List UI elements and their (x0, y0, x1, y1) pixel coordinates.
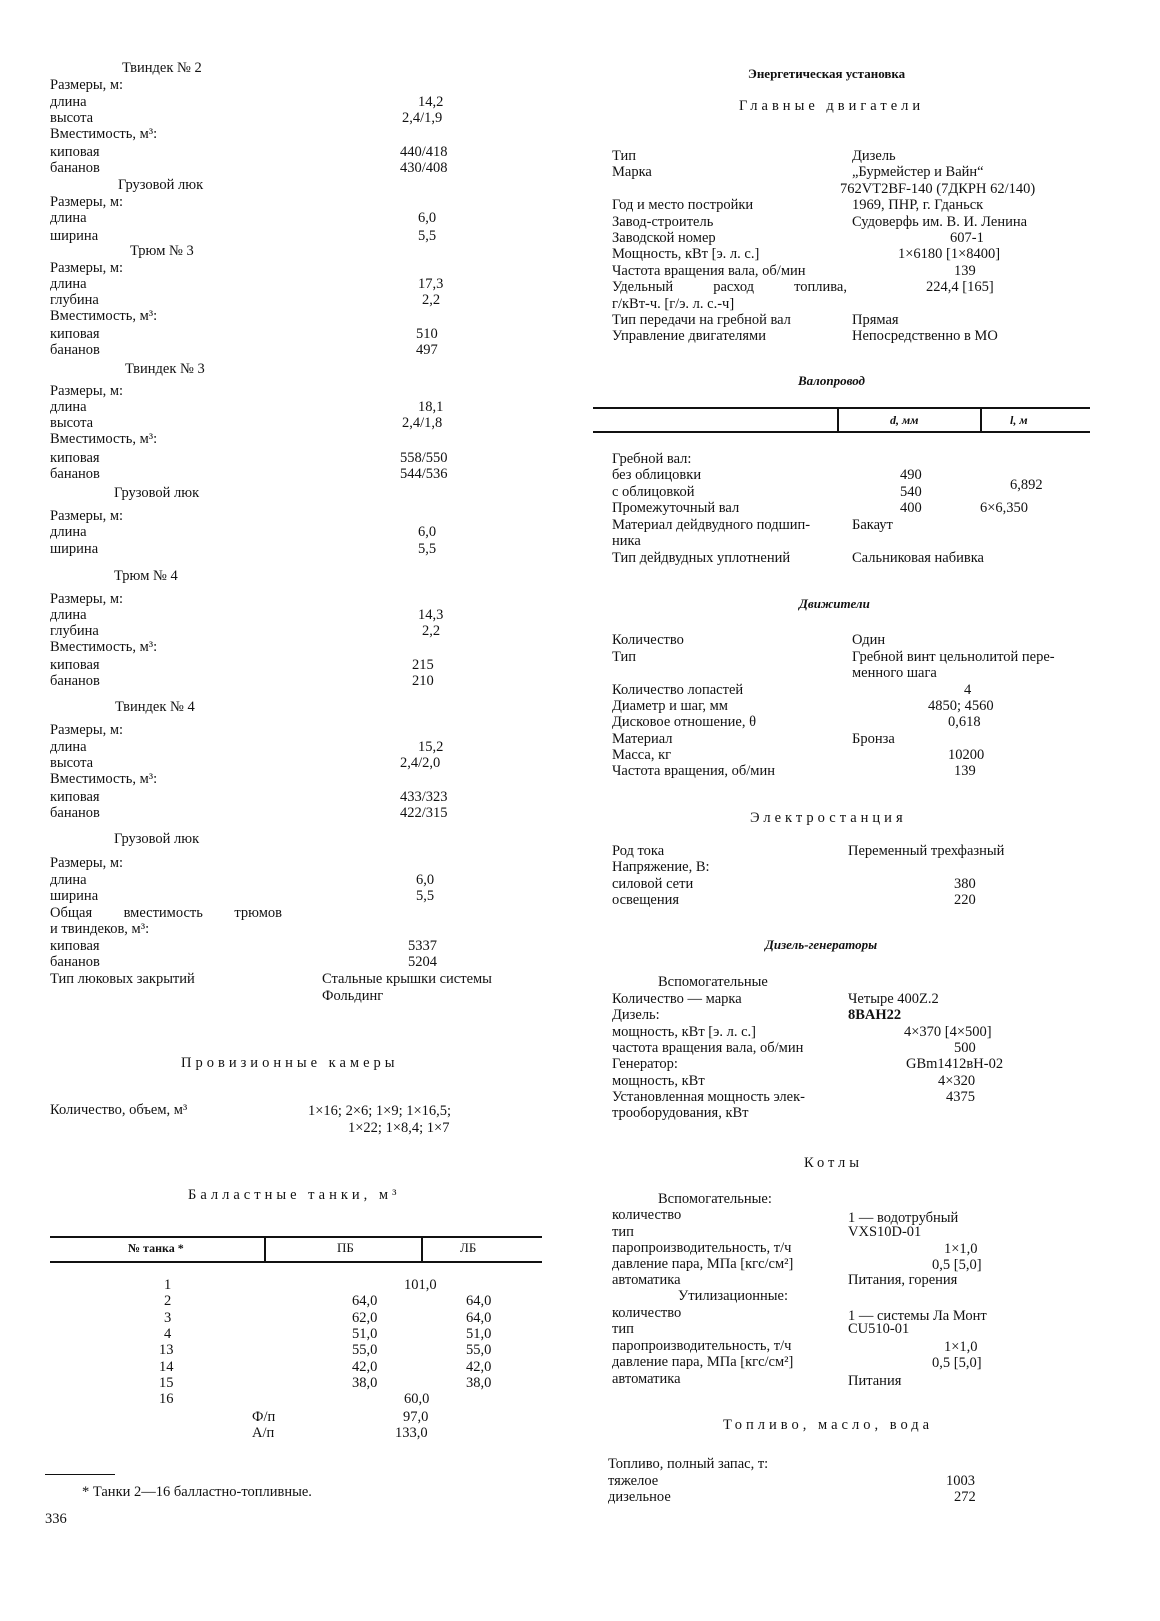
table-cell: 42,0 (466, 1358, 492, 1375)
label: Размеры, м: (50, 722, 124, 738)
label: Количество, объем, м³ (50, 1102, 188, 1118)
label: Количество лопастей (612, 682, 744, 698)
value: 6,892 (1010, 477, 1043, 493)
label: Дисковое отношение, θ (612, 714, 757, 730)
label: автоматика (612, 1371, 681, 1387)
label: Количество — марка (612, 991, 742, 1007)
label: давление пара, МПа [кгс/см²] (612, 1256, 794, 1272)
label: киповая (50, 657, 100, 673)
label: Вместимость, м³: (50, 126, 158, 142)
value: Сальниковая набивка (852, 550, 984, 566)
label: Вместимость, м³: (50, 639, 158, 655)
label: Размеры, м: (50, 383, 124, 399)
label: Дизель: (612, 1007, 660, 1023)
table-divider (980, 408, 982, 431)
value: 2,4/1,8 (402, 415, 443, 431)
value: 1×1,0 (944, 1339, 978, 1355)
table-row-label: 13 (159, 1342, 174, 1359)
value: 1×6180 [1×8400] (898, 246, 1001, 262)
value: 6,0 (418, 524, 437, 540)
label: Размеры, м: (50, 591, 124, 607)
value: 510 (416, 326, 438, 342)
label: киповая (50, 450, 100, 466)
value: 440/418 (400, 144, 448, 160)
label: Гребной вал: (612, 451, 692, 467)
table-row-label: Ф/п (252, 1409, 276, 1425)
value: 17,3 (418, 276, 444, 292)
table-row-label: 16 (159, 1391, 174, 1408)
label: вместимость (123, 905, 203, 921)
value: 1×16; 2×6; 1×9; 1×16,5; (308, 1103, 452, 1119)
value: 430/408 (400, 160, 448, 176)
value: 139 (954, 263, 976, 279)
table-cell: 42,0 (352, 1358, 378, 1375)
value: CU510-01 (848, 1321, 910, 1337)
value: Питания, горения (848, 1272, 958, 1288)
label: Размеры, м: (50, 508, 124, 524)
label: Заводской номер (612, 230, 716, 246)
label: Тип передачи на гребной вал (612, 312, 791, 328)
label: тип (612, 1321, 634, 1337)
label: ника (612, 533, 641, 549)
label: трюмов (234, 905, 282, 921)
label: Материал (612, 731, 673, 747)
value: 500 (954, 1040, 976, 1056)
label: высота (50, 415, 94, 431)
table-row-label: А/п (252, 1425, 275, 1441)
label: Общая (50, 905, 93, 921)
value: 0,5 [5,0] (932, 1355, 982, 1371)
section-title: Твиндек № 3 (125, 361, 205, 377)
value: 2,4/1,9 (402, 110, 443, 126)
label: автоматика (612, 1272, 681, 1288)
table-cell: 51,0 (466, 1325, 492, 1342)
table-top-rule (593, 407, 1090, 409)
value: Бронза (852, 731, 895, 747)
section-heading: Провизионные камеры (181, 1055, 399, 1071)
label: Размеры, м: (50, 260, 124, 276)
label: и твиндеков, м³: (50, 921, 150, 937)
value: „Бурмейстер и Вайн“ (852, 164, 984, 180)
section-title: Твиндек № 4 (115, 699, 195, 715)
label: бананов (50, 673, 100, 689)
label: длина (50, 399, 87, 415)
value: 272 (954, 1489, 976, 1505)
table-top-rule (50, 1236, 542, 1238)
value: 5337 (408, 938, 437, 954)
section-heading: Энергетическая установка (748, 66, 906, 81)
value: 1×22; 1×8,4; 1×7 (348, 1120, 450, 1136)
value: 0,5 [5,0] (932, 1257, 982, 1273)
label: киповая (50, 938, 100, 954)
total-capacity-line (50, 905, 282, 921)
label: количество (612, 1305, 682, 1321)
label: топлива, (794, 279, 847, 295)
label: Генератор: (612, 1056, 678, 1072)
value: 1003 (946, 1473, 975, 1489)
table-header: d, мм (890, 413, 919, 427)
label: киповая (50, 326, 100, 342)
label: глубина (50, 292, 99, 308)
value: 422/315 (400, 805, 448, 821)
label: Вместимость, м³: (50, 431, 158, 447)
label: Тип (612, 148, 637, 164)
section-title: Твиндек № 2 (122, 60, 202, 76)
label: бананов (50, 160, 100, 176)
label: с облицовкой (612, 484, 695, 500)
table-divider (837, 408, 839, 431)
label: Тип люковых закрытий (50, 971, 195, 987)
value: 4375 (946, 1089, 975, 1105)
table-cell: 101,0 (404, 1277, 437, 1293)
label: расход (713, 279, 755, 295)
label: Вместимость, м³: (50, 771, 158, 787)
label: бананов (50, 466, 100, 482)
section-heading: Топливо, масло, вода (723, 1417, 934, 1433)
value: 2,2 (422, 623, 441, 639)
fuel-label-line (612, 279, 847, 295)
value: 6,0 (418, 210, 437, 226)
value: Четыре 400Z.2 (848, 991, 939, 1007)
page-number: 336 (45, 1511, 67, 1527)
label: дизельное (608, 1489, 671, 1505)
value: 1969, ПНР, г. Гданьск (852, 197, 984, 213)
label: освещения (612, 892, 680, 908)
value: 2,4/2,0 (400, 755, 441, 771)
section-heading: Электростанция (750, 810, 907, 826)
table-row-label: 2 (164, 1293, 172, 1310)
label: Количество (612, 632, 684, 648)
label: Установленная мощность элек- (612, 1089, 805, 1105)
value: 4×370 [4×500] (904, 1024, 992, 1040)
section-heading: Дизель-генераторы (765, 937, 878, 952)
value: 762VT2BF-140 (7ДКРН 62/140) (840, 181, 1036, 197)
value: 18,1 (418, 399, 444, 415)
label: длина (50, 739, 87, 755)
label: паропроизводительность, т/ч (612, 1338, 792, 1354)
value: 433/323 (400, 789, 448, 805)
value: 215 (412, 657, 434, 673)
label: киповая (50, 144, 100, 160)
label: бананов (50, 954, 100, 970)
label: ширина (50, 888, 99, 904)
value: 6×6,350 (980, 500, 1029, 516)
label: Тип (612, 649, 637, 665)
label: тяжелое (608, 1473, 659, 1489)
label: длина (50, 872, 87, 888)
label: Управление двигателями (612, 328, 766, 344)
table-header: l, м (1010, 413, 1028, 427)
section-heading: Балластные танки, м³ (188, 1187, 401, 1203)
table-row-label: 15 (159, 1374, 174, 1391)
label: паропроизводительность, т/ч (612, 1240, 792, 1256)
label: количество (612, 1207, 682, 1223)
table-cell: 55,0 (466, 1342, 492, 1359)
table-header-rule (593, 431, 1090, 433)
table-cell: 97,0 (403, 1409, 429, 1425)
label: Напряжение, В: (612, 859, 710, 875)
table-row-label: 4 (164, 1325, 172, 1342)
value: 8BAH22 (848, 1007, 902, 1023)
label: Род тока (612, 843, 665, 859)
table-row-label: 14 (159, 1358, 174, 1375)
value: 10200 (948, 747, 985, 763)
value: 1 — водотрубный (848, 1210, 959, 1226)
label: Топливо, полный запас, т: (608, 1456, 769, 1472)
label: давление пара, МПа [кгс/см²] (612, 1354, 794, 1370)
label: длина (50, 210, 87, 226)
value: Питания (848, 1373, 902, 1389)
table-divider (421, 1237, 423, 1261)
value: 540 (900, 484, 922, 500)
subsection-title: Вспомогательные: (658, 1191, 772, 1207)
label: Частота вращения вала, об/мин (612, 263, 806, 279)
section-title: Грузовой люк (114, 831, 200, 847)
section-heading: Движители (799, 596, 870, 611)
label: Мощность, кВт [э. л. с.] (612, 246, 760, 262)
label: Марка (612, 164, 652, 180)
table-row-label: 1 (164, 1277, 172, 1293)
value: Один (852, 632, 886, 648)
label: Год и место постройки (612, 197, 754, 213)
label: Размеры, м: (50, 194, 124, 210)
footnote: * Танки 2—16 балластно-топливные. (82, 1484, 312, 1500)
label: частота вращения вала, об/мин (612, 1040, 804, 1056)
value: 4850; 4560 (928, 698, 994, 714)
value: 210 (412, 673, 434, 689)
section-title: Грузовой люк (114, 485, 200, 501)
value: Переменный трехфазный (848, 843, 1005, 859)
label: ширина (50, 228, 99, 244)
table-header: ПБ (337, 1240, 354, 1255)
value: 1×1,0 (944, 1241, 978, 1257)
label: без облицовки (612, 467, 702, 483)
section-heading: Главные двигатели (739, 98, 925, 114)
label: длина (50, 94, 87, 110)
label: бананов (50, 805, 100, 821)
label: Размеры, м: (50, 77, 124, 93)
label: высота (50, 755, 94, 771)
table-header: ЛБ (460, 1240, 477, 1255)
value: Прямая (852, 312, 899, 328)
label: длина (50, 524, 87, 540)
value: 224,4 [165] (926, 279, 994, 295)
label: мощность, кВт [э. л. с.] (612, 1024, 756, 1040)
value: Стальные крышки системы (322, 971, 492, 987)
section-title: Трюм № 3 (130, 243, 194, 259)
section-title: Трюм № 4 (114, 568, 178, 584)
label: глубина (50, 623, 99, 639)
value: Дизель (852, 148, 896, 164)
value: 490 (900, 467, 922, 483)
table-cell: 38,0 (466, 1374, 492, 1391)
value: 558/550 (400, 450, 448, 466)
value: 0,618 (948, 714, 981, 730)
value: 1 — системы Ла Монт (848, 1308, 987, 1324)
value: Непосредственно в МО (852, 328, 998, 344)
value: Судоверфь им. В. И. Ленина (852, 214, 1028, 230)
label: Промежуточный вал (612, 500, 740, 516)
label: трооборудования, кВт (612, 1105, 749, 1121)
value: Бакаут (852, 517, 893, 533)
label: Масса, кг (612, 747, 672, 763)
label: Материал дейдвудного подшип- (612, 517, 811, 533)
label: мощность, кВт (612, 1073, 705, 1089)
value: 5,5 (416, 888, 435, 904)
section-title: Грузовой люк (118, 177, 204, 193)
value: 5,5 (418, 228, 437, 244)
value: 14,3 (418, 607, 444, 623)
subsection-title: Вспомогательные (658, 974, 768, 990)
value: 5204 (408, 954, 437, 970)
table-cell: 51,0 (352, 1325, 378, 1342)
table-cell: 62,0 (352, 1309, 378, 1326)
value: 607-1 (950, 230, 984, 246)
label: Диаметр и шаг, мм (612, 698, 728, 714)
value: 220 (954, 892, 976, 908)
label: тип (612, 1224, 634, 1240)
value: 4×320 (938, 1073, 976, 1089)
table-cell: 64,0 (352, 1293, 378, 1310)
subsection-title: Утилизационные: (678, 1288, 789, 1304)
footnote-rule (45, 1474, 115, 1475)
table-header: № танка * (128, 1241, 184, 1255)
table-cell: 38,0 (352, 1374, 378, 1391)
label: длина (50, 607, 87, 623)
value: 14,2 (418, 94, 444, 110)
label: Удельный (612, 279, 674, 295)
label: Частота вращения, об/мин (612, 763, 775, 779)
label: Размеры, м: (50, 855, 124, 871)
table-cell: 133,0 (395, 1425, 428, 1441)
value: 139 (954, 763, 976, 779)
table-cell: 60,0 (404, 1391, 430, 1408)
value: Фольдинг (322, 988, 384, 1004)
value: 497 (416, 342, 438, 358)
value: 15,2 (418, 739, 444, 755)
label: ширина (50, 541, 99, 557)
section-heading: Валопровод (798, 373, 865, 388)
table-row-label: 3 (164, 1309, 172, 1326)
value: 380 (954, 876, 976, 892)
value: 6,0 (416, 872, 435, 888)
label: бананов (50, 342, 100, 358)
value: 5,5 (418, 541, 437, 557)
table-divider (264, 1237, 266, 1261)
table-cell: 64,0 (466, 1309, 492, 1326)
label: силовой сети (612, 876, 694, 892)
label: Завод-строитель (612, 214, 714, 230)
label: Тип дейдвудных уплотнений (612, 550, 791, 566)
section-heading: Котлы (804, 1155, 863, 1171)
table-header-rule (50, 1261, 542, 1263)
table-cell: 55,0 (352, 1342, 378, 1359)
table-cell: 64,0 (466, 1293, 492, 1310)
value: 544/536 (400, 466, 448, 482)
value: GBm1412вН-02 (906, 1056, 1004, 1072)
value: VXS10D-01 (848, 1224, 922, 1240)
label: высота (50, 110, 94, 126)
value: 400 (900, 500, 922, 516)
label: г/кВт-ч. [г/э. л. с.-ч] (612, 296, 735, 312)
value: менного шага (852, 665, 937, 681)
value: 2,2 (422, 292, 441, 308)
label: киповая (50, 789, 100, 805)
value: 4 (964, 682, 972, 698)
label: длина (50, 276, 87, 292)
label: Вместимость, м³: (50, 308, 158, 324)
value: Гребной винт цельнолитой пере- (852, 649, 1055, 665)
